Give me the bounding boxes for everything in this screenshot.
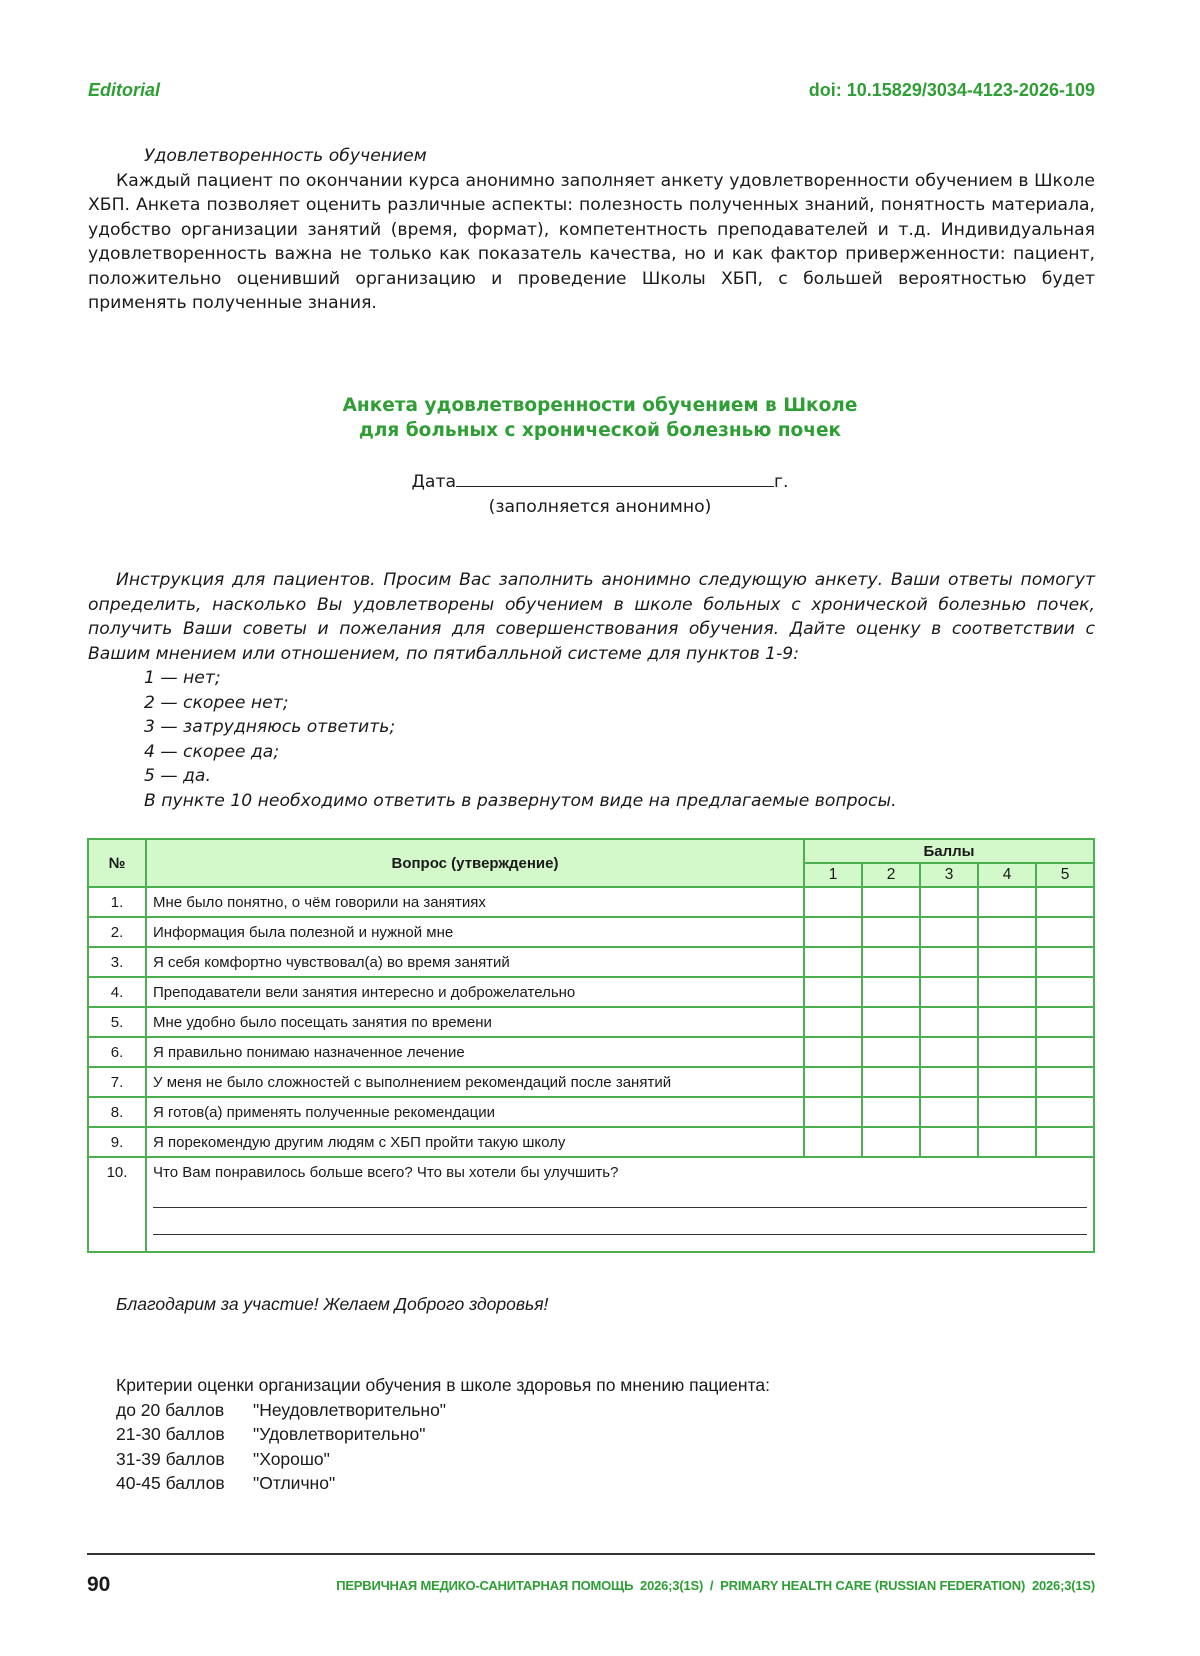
score-cell-2[interactable]: [862, 887, 920, 917]
doi-link[interactable]: doi: 10.15829/3034-4123-2026-109: [808, 80, 1095, 100]
row-number: 5.: [88, 1007, 146, 1037]
header-num: №: [88, 839, 146, 887]
row-question: У меня не было сложностей с выполнением рекомендаций после занятий: [146, 1067, 804, 1097]
table-row: [88, 1067, 1094, 1097]
intro-body: Каждый пациент по окончании курса анонимно заполняет анкету удовлетворенности обучением в Школе ХБП. Анкета позволяет оценить различные аспекты: полезность полученных знаний, понятность материала, удобство организации занятий (время, формат), компетентность преподавателей и т.д. Индивидуальная удовлетворенность важна не только как показатель качества, но и как фактор приверженности: пациент, положительно оценивший организацию и проведение Школы ХБП, с большей вероятностью будет применять полученные знания.: [88, 170, 1095, 313]
form-title: [0, 394, 1200, 443]
row-number: 7.: [88, 1067, 146, 1097]
score-cell-5[interactable]: [1036, 1007, 1094, 1037]
intro-section: [88, 144, 1095, 316]
table-row-open-question: [88, 1157, 1094, 1252]
table-row: [88, 1007, 1094, 1037]
score-cell-4[interactable]: [978, 1127, 1036, 1157]
criteria-range: 31-39 баллов: [116, 1448, 225, 1469]
row-question: Я правильно понимаю назначенное лечение: [146, 1037, 804, 1067]
criteria-item: [116, 1398, 770, 1423]
row-question: Мне было понятно, о чём говорили на занятиях: [146, 887, 804, 917]
score-cell-5[interactable]: [1036, 917, 1094, 947]
score-cell-3[interactable]: [920, 1097, 978, 1127]
row-number: 6.: [88, 1037, 146, 1067]
score-cell-1[interactable]: [804, 947, 862, 977]
score-cell-5[interactable]: [1036, 887, 1094, 917]
table-row: [88, 1097, 1094, 1127]
scale-item-1: 1 — нет;: [144, 668, 221, 688]
anonymous-note: (заполняется анонимно): [488, 496, 712, 517]
criteria-grade: "Неудовлетворительно": [253, 1399, 447, 1420]
score-cell-1[interactable]: [804, 1097, 862, 1127]
row-question: Преподаватели вели занятия интересно и доброжелательно: [146, 977, 804, 1007]
score-cell-5[interactable]: [1036, 1097, 1094, 1127]
scale-item-2: 2 — скорее нет;: [144, 692, 289, 713]
row-number: 9.: [88, 1127, 146, 1157]
score-cell-4[interactable]: [978, 1067, 1036, 1097]
criteria-item: [116, 1422, 770, 1447]
score-cell-2[interactable]: [862, 1097, 920, 1127]
row-question: Я готов(а) применять полученные рекомендации: [146, 1097, 804, 1127]
date-field[interactable]: [456, 468, 774, 487]
criteria-grade: "Отлично": [253, 1473, 336, 1493]
criteria-item: [116, 1447, 770, 1472]
score-cell-2[interactable]: [862, 1127, 920, 1157]
score-cell-1[interactable]: [804, 1067, 862, 1097]
instructions-text: Инструкция для пациентов. Просим Вас заполнить анонимно следующую анкету. Ваши ответы помогут определить, насколько Вы удовлетворены обучением в школе больных с хронической болезнью почек, получить Ваши советы и пожелания для совершенствования обучения. Дайте оценку в соответствии с Вашим мнением или отношением, по пятибалльной системе для пунктов 1-9:: [88, 570, 1095, 664]
score-cell-3[interactable]: [920, 917, 978, 947]
answer-line-1[interactable]: [153, 1181, 1087, 1208]
score-cell-4[interactable]: [978, 1037, 1036, 1067]
row-number: 8.: [88, 1097, 146, 1127]
header-score-4: 4: [978, 863, 1036, 887]
footer-divider: [87, 1553, 1095, 1555]
questionnaire-table: [87, 838, 1095, 1253]
header-score-5: 5: [1036, 863, 1094, 887]
score-cell-2[interactable]: [862, 1037, 920, 1067]
score-cell-4[interactable]: [978, 1007, 1036, 1037]
thanks-message: Благодарим за участие! Желаем Доброго здоровья!: [116, 1294, 549, 1314]
criteria-grade: "Хорошо": [253, 1448, 330, 1469]
header-score-1: 1: [804, 863, 862, 887]
score-cell-1[interactable]: [804, 1127, 862, 1157]
criteria-section: [116, 1373, 770, 1496]
score-cell-5[interactable]: [1036, 1127, 1094, 1157]
criteria-grade: "Удовлетворительно": [253, 1424, 426, 1444]
table-row: [88, 1037, 1094, 1067]
score-cell-4[interactable]: [978, 1097, 1036, 1127]
score-cell-4[interactable]: [978, 917, 1036, 947]
header-score-2: 2: [862, 863, 920, 887]
score-cell-2[interactable]: [862, 947, 920, 977]
score-cell-2[interactable]: [862, 977, 920, 1007]
answer-line-2[interactable]: [153, 1208, 1087, 1235]
score-cell-1[interactable]: [804, 917, 862, 947]
table-row: [88, 1127, 1094, 1157]
score-cell-3[interactable]: [920, 887, 978, 917]
score-cell-3[interactable]: [920, 1037, 978, 1067]
row-question: Мне удобно было посещать занятия по времени: [146, 1007, 804, 1037]
date-suffix: г.: [774, 472, 789, 492]
score-cell-2[interactable]: [862, 1007, 920, 1037]
score-cell-3[interactable]: [920, 947, 978, 977]
criteria-item: [116, 1471, 770, 1496]
open-question-text: Что Вам понравилось больше всего? Что вы хотели бы улучшить?: [153, 1164, 619, 1181]
form-title-line-2: для больных с хронической болезнью почек: [358, 419, 842, 441]
row-number: 2.: [88, 917, 146, 947]
score-cell-5[interactable]: [1036, 1067, 1094, 1097]
row-question: Я себя комфортно чувствовал(а) во время занятий: [146, 947, 804, 977]
criteria-heading: Критерии оценки организации обучения в школе здоровья по мнению пациента:: [116, 1375, 770, 1395]
score-cell-3[interactable]: [920, 1067, 978, 1097]
row-number: 1.: [88, 887, 146, 917]
open-question-cell: [146, 1157, 1094, 1252]
scale-item-3: 3 — затрудняюсь ответить;: [144, 717, 396, 737]
score-cell-3[interactable]: [920, 1007, 978, 1037]
score-cell-4[interactable]: [978, 887, 1036, 917]
score-cell-4[interactable]: [978, 947, 1036, 977]
criteria-range: 40-45 баллов: [116, 1473, 225, 1493]
date-label: Дата: [411, 472, 456, 492]
score-cell-5[interactable]: [1036, 977, 1094, 1007]
scale-item-4: 4 — скорее да;: [144, 741, 280, 762]
score-cell-3[interactable]: [920, 977, 978, 1007]
row-question: Я порекомендую другим людям с ХБП пройти такую школу: [146, 1127, 804, 1157]
row-question: Информация была полезной и нужной мне: [146, 917, 804, 947]
score-cell-1[interactable]: [804, 1037, 862, 1067]
row-number: 3.: [88, 947, 146, 977]
instructions-note: В пункте 10 необходимо ответить в развернутом виде на предлагаемые вопросы.: [144, 790, 897, 811]
table-row: [88, 977, 1094, 1007]
score-cell-2[interactable]: [862, 917, 920, 947]
score-cell-5[interactable]: [1036, 947, 1094, 977]
header-question: Вопрос (утверждение): [146, 839, 804, 887]
header-scores: Баллы: [804, 839, 1094, 863]
score-cell-1[interactable]: [804, 1007, 862, 1037]
row-number: 10.: [88, 1157, 146, 1252]
criteria-range: 21-30 баллов: [116, 1424, 225, 1444]
score-cell-1[interactable]: [804, 977, 862, 1007]
score-cell-4[interactable]: [978, 977, 1036, 1007]
table-row: [88, 917, 1094, 947]
scale-item-5: 5 — да.: [144, 766, 211, 786]
table-row: [88, 887, 1094, 917]
table-row: [88, 947, 1094, 977]
score-cell-3[interactable]: [920, 1127, 978, 1157]
score-cell-2[interactable]: [862, 1067, 920, 1097]
date-block: [0, 468, 1200, 519]
score-cell-1[interactable]: [804, 887, 862, 917]
criteria-range: до 20 баллов: [116, 1399, 225, 1420]
intro-heading: Удовлетворенность обучением: [144, 146, 427, 166]
section-label: Editorial: [88, 80, 161, 100]
form-title-line-1: Анкета удовлетворенности обучением в Школе: [342, 395, 858, 416]
row-number: 4.: [88, 977, 146, 1007]
score-cell-5[interactable]: [1036, 1037, 1094, 1067]
page-number: 90: [87, 1573, 111, 1596]
instructions-section: [88, 568, 1095, 813]
header-score-3: 3: [920, 863, 978, 887]
journal-title: ПЕРВИЧНАЯ МЕДИКО-САНИТАРНАЯ ПОМОЩЬ 2026;3(1S) / PRIMARY HEALTH CARE (RUSSIAN FEDERATION) 2026;3(1S): [336, 1578, 1095, 1593]
